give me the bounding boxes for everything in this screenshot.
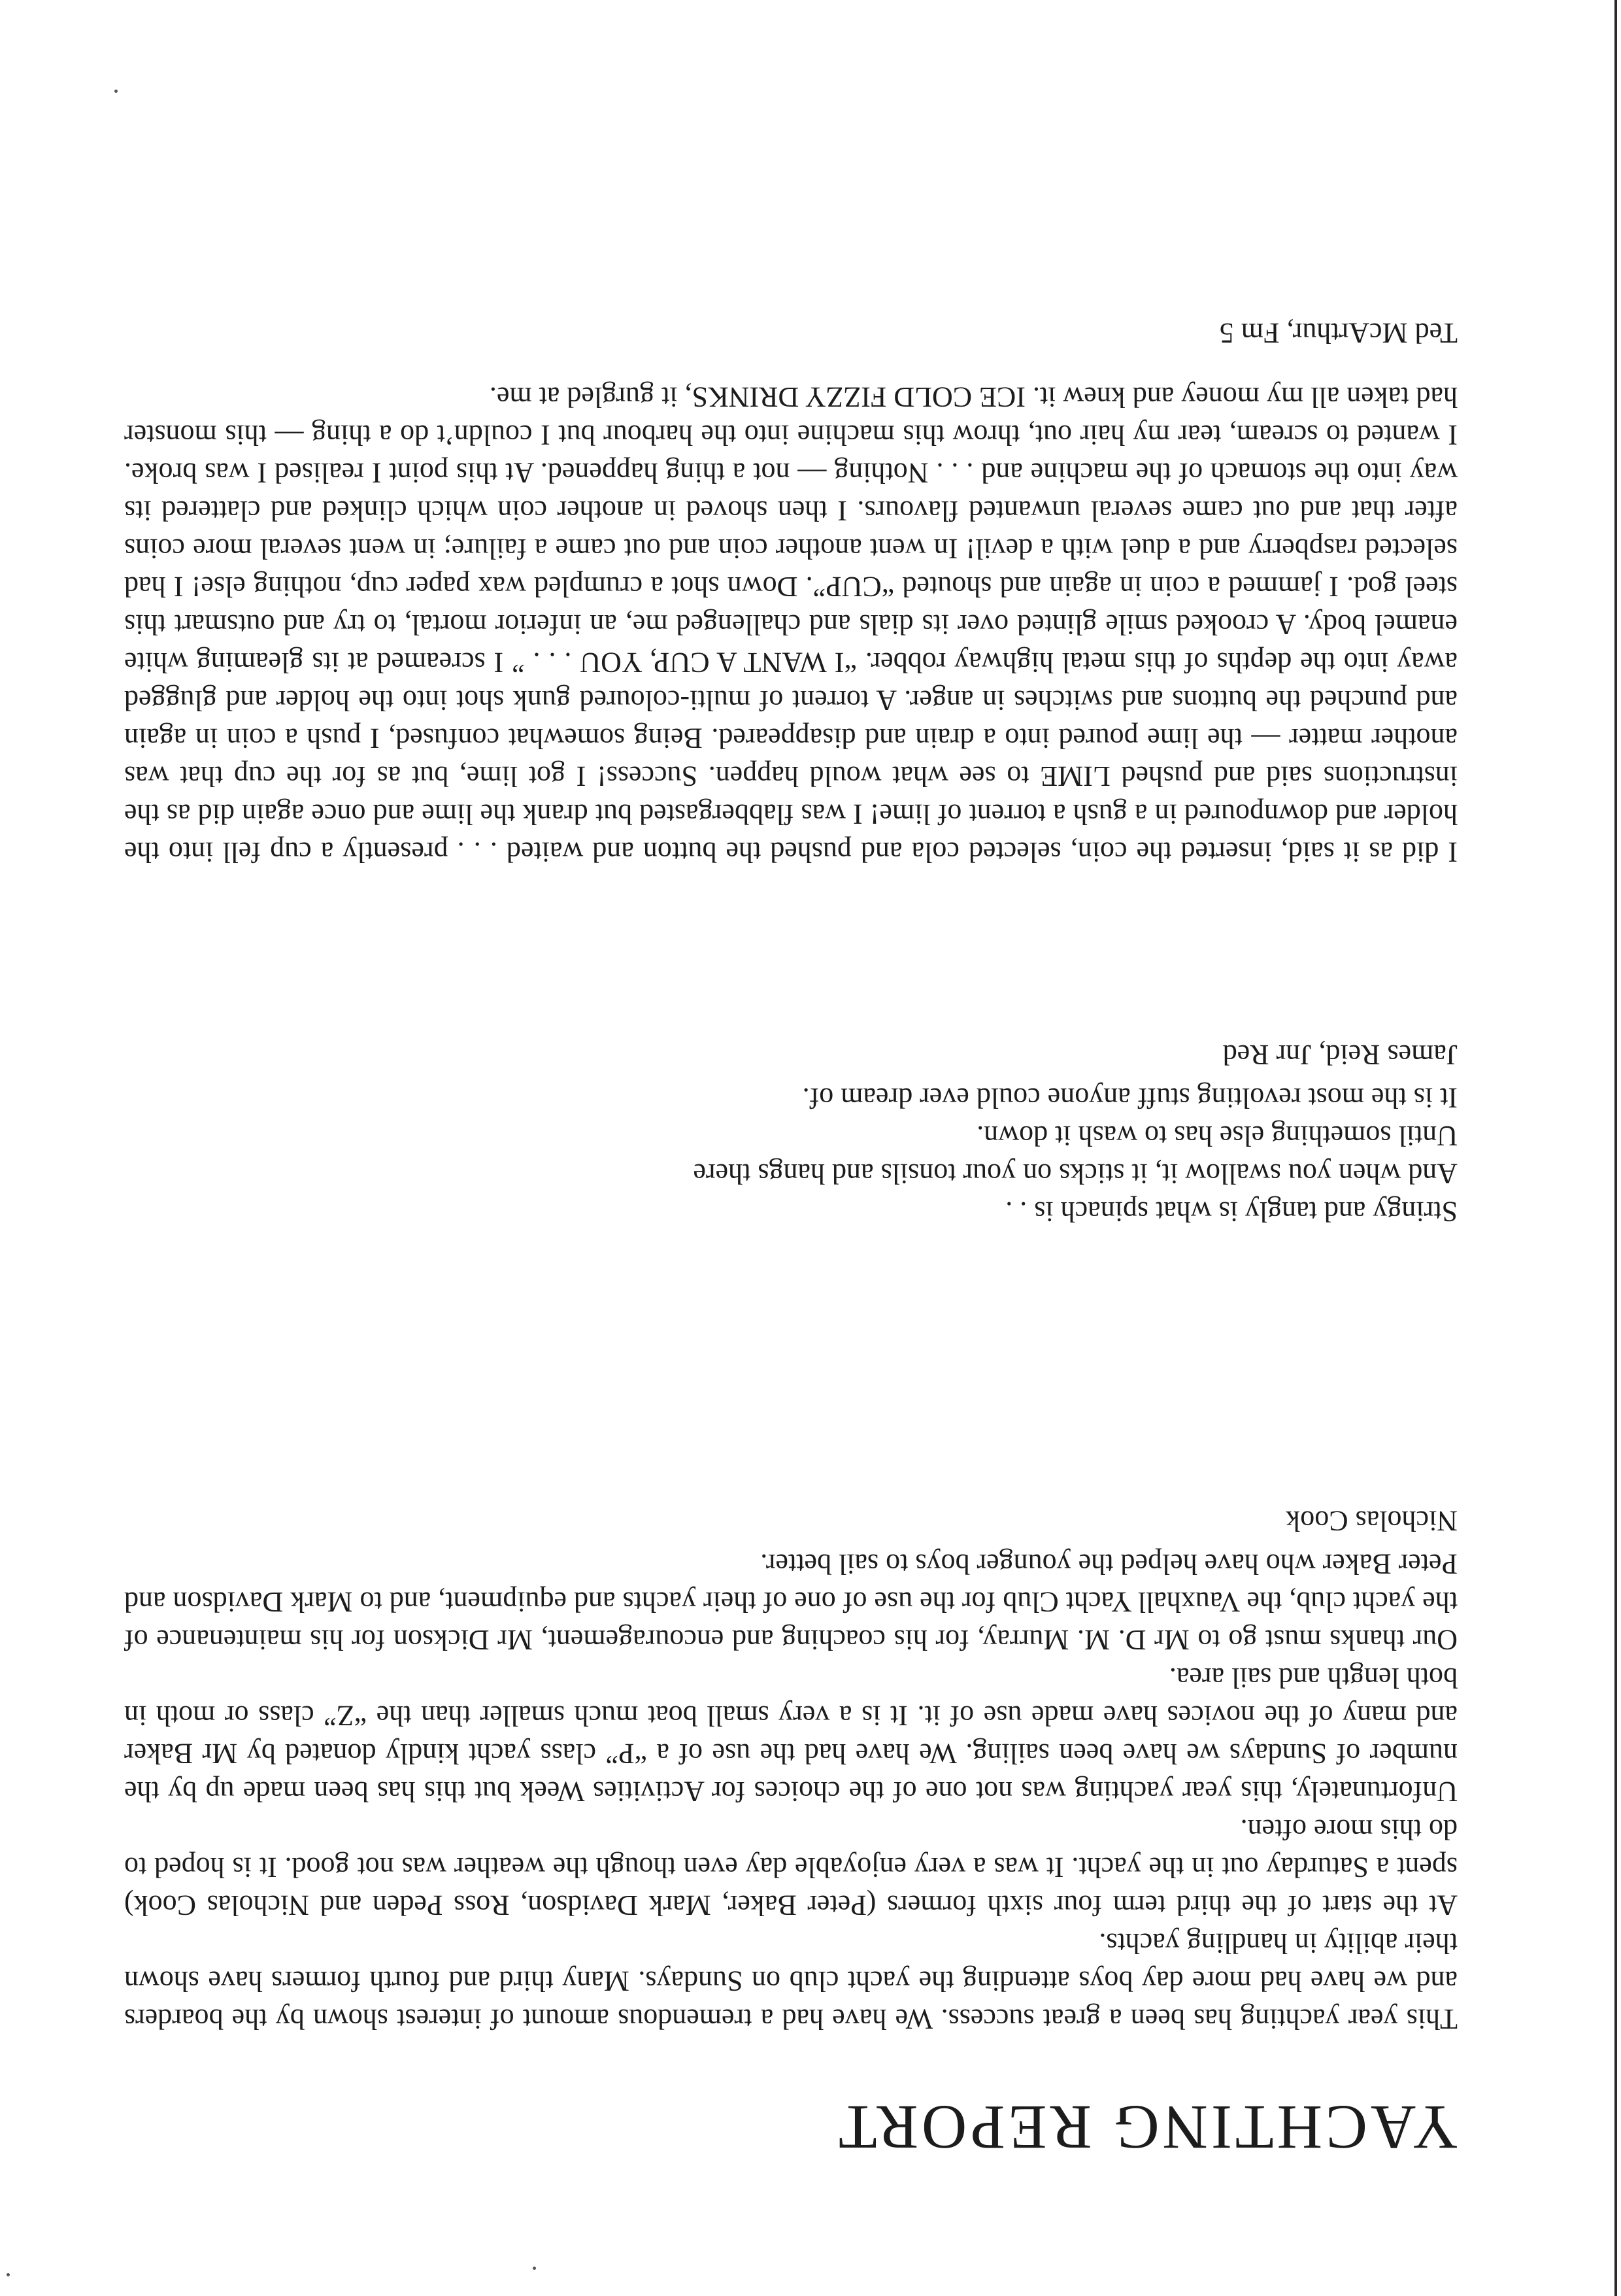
poem-line: Until something else has to wash it down. [977, 1120, 1458, 1152]
scan-speck [7, 2273, 10, 2276]
vending-machine-story [124, 314, 1458, 871]
yachting-report [124, 1502, 1458, 2038]
scan-speck [114, 90, 118, 93]
story-paragraph: I did as it said, inserted the coin, selected cola and pushed the button and waited . . . presently a cup fell into the holder and downpoured in a gush a torrent of lime! I was flabbergasted but drank the lime and once again did as the instructions said and pushed LIME to see what would happen. Success! I got lime, but as for the cup that was another matter — the lime poured into a drain and disappeared. Being somewhat confused, I push a coin in again and punched the buttons and switches in anger. A torrent of multi-coloured gunk shot into the holder and glugged away into the depths of this metal highway robber. “I WANT A CUP, YOU . . . ” I screamed at its gleaming white enamel body. A crooked smile glinted over its dials and challenged me, an inferior mortal, to try and outsmart this steel god. I jammed a coin in again and shouted “CUP”. Down shot a crumpled wax paper cup, nothing else! I had selected raspberry and a duel with a devil! In went another coin and out came a failure; in went several more coins after that and out came several unwanted flavours. I then shoved in another coin which clinked and clattered its way into the stomach of the machine and . . . Nothing — not a thing happened. At this point I realised I was broke. I wanted to scream, tear my hair out, throw this machine into the harbour but I couldn’t do a thing — this monster had taken all my money and knew it. ICE COLD FIZZY DRINKS, it gurgled at me. [124, 381, 1458, 868]
yachting-paragraph-3: Unfortunately, this year yachting was not one of the choices for Activities Week but this has been made up by the number of Sundays we have been sailing. We have had the use of a “P” class yacht kindly donated by Mr Baker and many of the novices have made use of it. It is a very small boat much smaller than the “Z” class or moth in both length and sail area. [124, 1662, 1458, 1808]
poem-line: And when you swallow it, it sticks on your tonsils and hangs there [693, 1158, 1458, 1190]
poem-line: Stringy and tangly is what spinach is . . [1005, 1196, 1458, 1228]
yachting-paragraph-1: This year yachting has been a great success. We have had a tremendous amount of interest shown by the boarders and we have had more day boys attending the yacht club on Sundays. Many third and fourth formers have shown their ability in handling yachts. [124, 1927, 1458, 2035]
page-title: YACHTING REPORT [835, 2093, 1458, 2163]
yachting-paragraph-2: At the start of the third term four sixth formers (Peter Baker, Mark Davidson, Ross Peden and Nicholas Cook) spent a Saturday out in the yacht. It was a very enjoyable day even though the weather was not good. It is hoped to do this more often. [124, 1814, 1458, 1921]
yachting-paragraph-4: Our thanks must go to Mr D. M. Murray, for his coaching and encouragement, Mr Dickson for his maintenance of the yacht club, the Vauxhall Yacht Club for the use of one of their yachts and equipment, and to Mark Davidson and Peter Baker who have helped the younger boys to sail better. [124, 1548, 1458, 1656]
yachting-author: Nicholas Cook [1286, 1505, 1458, 1537]
poem-line: It is the most revolting stuff anyone could ever dream of. [802, 1082, 1458, 1114]
scan-speck [533, 2267, 536, 2270]
spinach-poem [124, 1036, 1458, 1230]
scan-edge-line [1614, 0, 1617, 2296]
story-author: Ted McArthur, Fm 5 [1219, 317, 1458, 349]
poem-author: James Reid, Jnr Red [1222, 1039, 1458, 1071]
